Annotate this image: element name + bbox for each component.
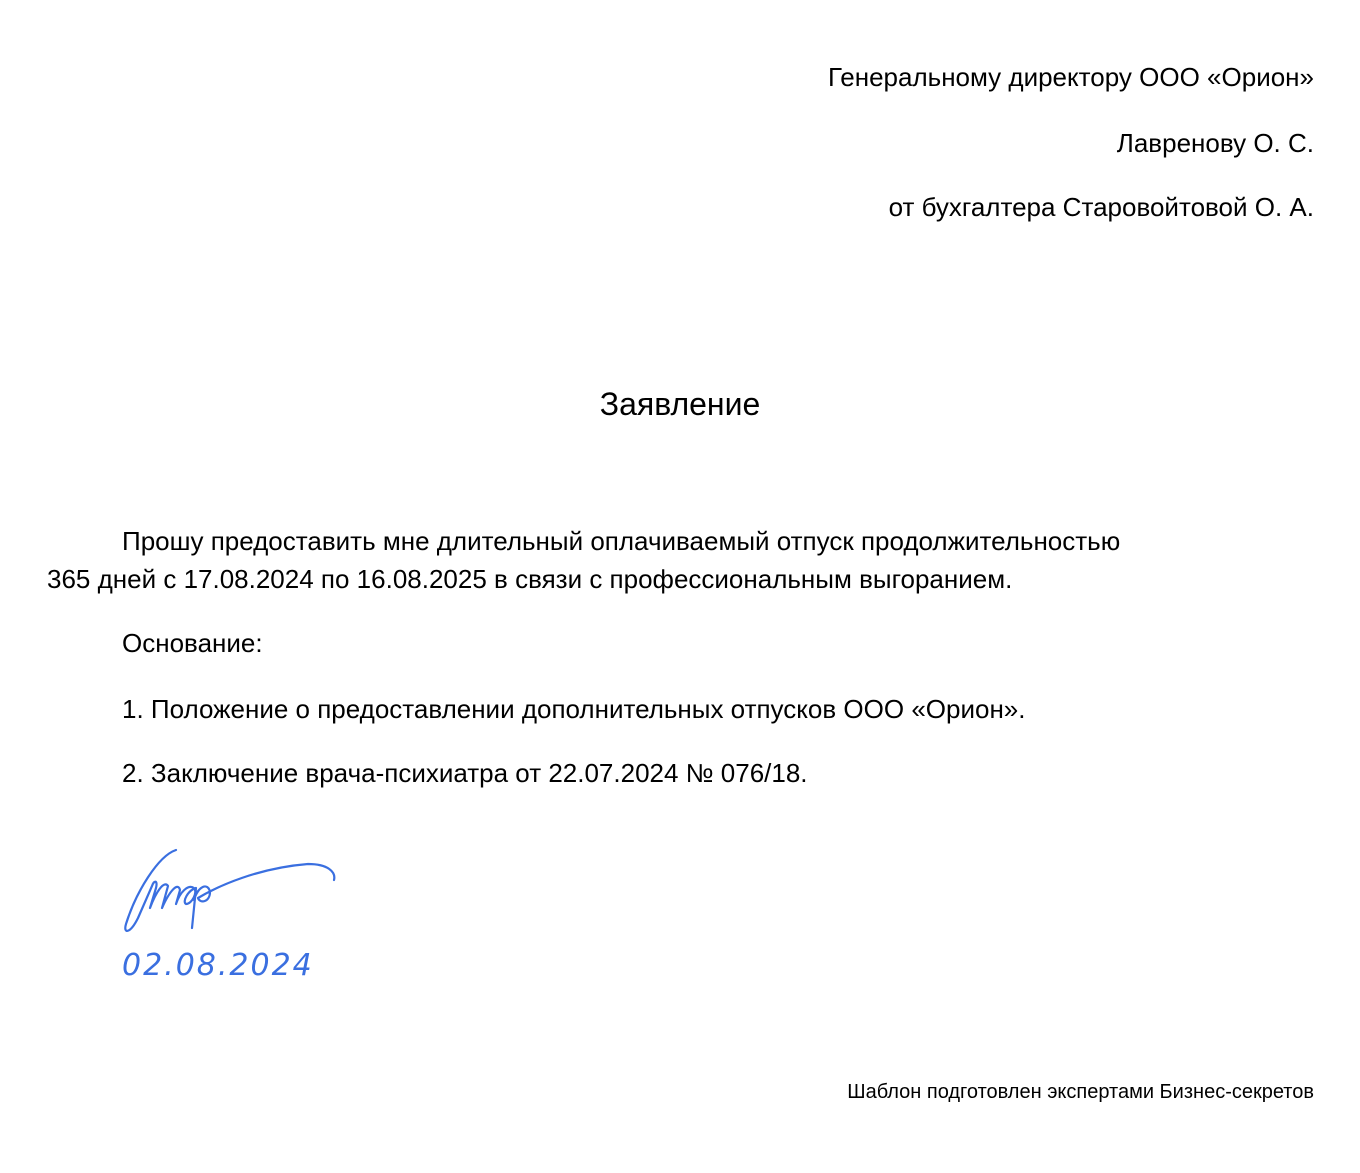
sender-line: от бухгалтера Старовойтовой О. А. bbox=[888, 192, 1314, 222]
signature-icon bbox=[118, 842, 348, 942]
request-text-line-2: 365 дней с 17.08.2024 по 16.08.2025 в связи с профессиональным выгоранием. bbox=[47, 564, 1013, 594]
document-title: Заявление bbox=[599, 386, 761, 422]
handwritten-signature bbox=[118, 842, 348, 947]
basis-item-1: 1. Положение о предоставлении дополнительных отпусков ООО «Орион». bbox=[122, 694, 1026, 724]
basis-label: Основание: bbox=[122, 628, 263, 658]
addressee-name: Лавренову О. С. bbox=[1116, 128, 1314, 158]
addressee-line: Генеральному директору ООО «Орион» bbox=[827, 62, 1314, 92]
basis-item-2: 2. Заключение врача-психиатра от 22.07.2024 № 076/18. bbox=[122, 758, 808, 788]
signature-date: 02.08.2024 bbox=[122, 948, 314, 983]
template-credit: Шаблон подготовлен экспертами Бизнес-секретов bbox=[847, 1081, 1314, 1103]
request-text-line-1: Прошу предоставить мне длительный оплачиваемый отпуск продолжительностью bbox=[122, 526, 1121, 556]
